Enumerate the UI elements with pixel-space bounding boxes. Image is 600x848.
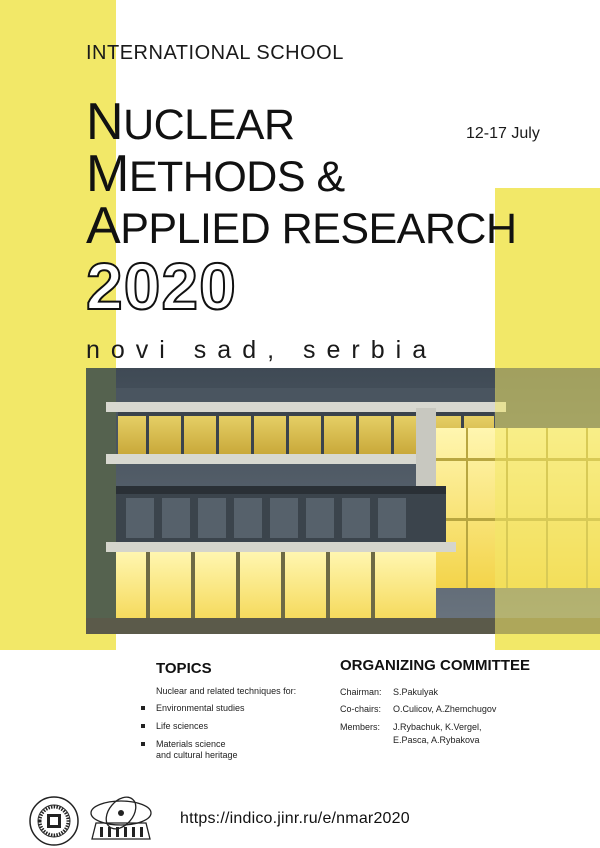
committee-label: Members: [340, 722, 381, 732]
building-photo [86, 368, 600, 634]
building-illustration [86, 368, 600, 634]
topics-intro: Nuclear and related techniques for: [156, 686, 297, 696]
topics-heading: TOPICS [156, 660, 212, 677]
committee-label: Chairman: [340, 687, 382, 697]
list-item: Materials science and cultural heritage [140, 739, 320, 761]
title-rest-1: UCLEAR [123, 101, 295, 149]
school-label: INTERNATIONAL SCHOOL [86, 42, 344, 64]
topics-list [140, 703, 320, 768]
title-rest-3: PPLIED RESEARCH [120, 205, 517, 253]
event-city: novi sad, serbia [86, 336, 438, 364]
title-rest-2: ETHODS & [128, 153, 345, 201]
committee-heading: ORGANIZING COMMITTEE [340, 657, 530, 674]
committee-label: Co-chairs: [340, 704, 382, 714]
title-initial-1: N [86, 93, 124, 151]
event-url-link[interactable]: https://indico.jinr.ru/e/nmar2020 [180, 810, 410, 827]
title-line-2 [86, 145, 345, 203]
event-date: 12-17 July [466, 125, 540, 142]
jinr-logo-icon [88, 793, 154, 843]
university-seal-icon [28, 795, 80, 847]
committee-value: S.Pakulyak [393, 687, 439, 697]
list-item: Environmental studies [140, 703, 320, 714]
title-line-3 [86, 197, 517, 255]
title-line-1 [86, 93, 295, 151]
committee-value: J.Rybachuk, K.Vergel, E.Pasca, A.Rybakova [393, 722, 482, 745]
committee-value: O.Culicov, A.Zhemchugov [393, 704, 497, 714]
committee-row-chairman [340, 686, 438, 699]
title-initial-3: A [86, 197, 121, 255]
committee-row-members [340, 721, 482, 747]
list-item: Life sciences [140, 721, 320, 732]
title-initial-2: M [86, 145, 129, 203]
year-outline: 2020 [86, 249, 237, 323]
committee-row-cochairs [340, 703, 496, 716]
